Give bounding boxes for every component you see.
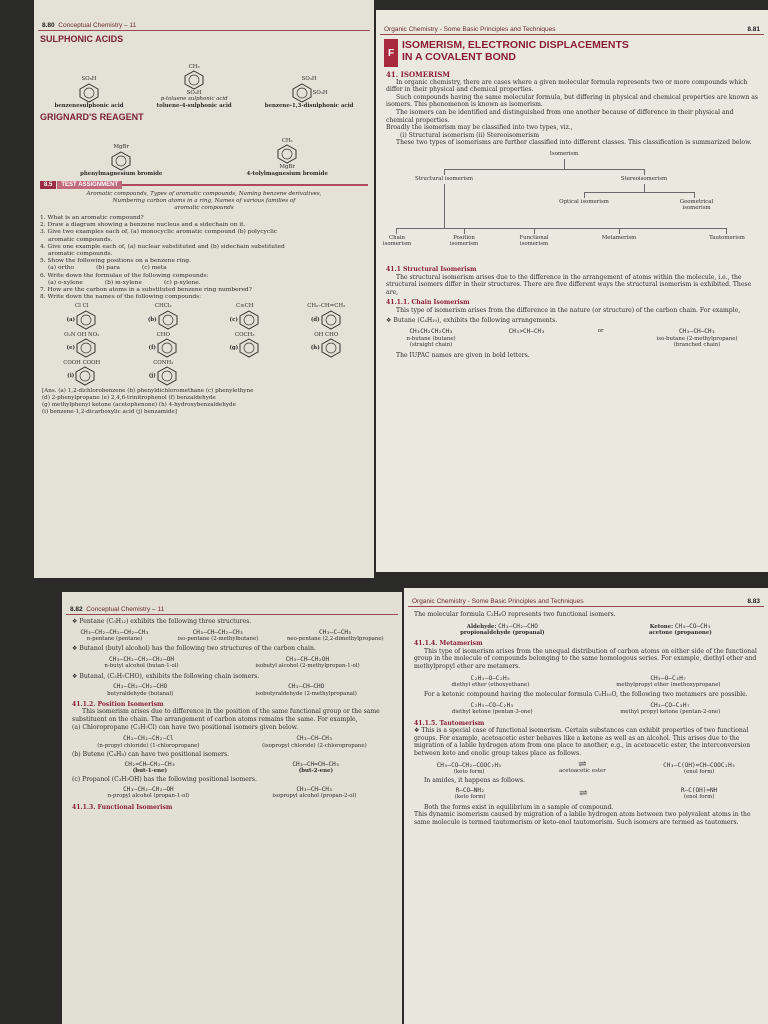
- benzene-ring-icon: [157, 310, 179, 330]
- molecule-benzenesulphonic-acid: SO₃H benzenesulphonic acid: [54, 76, 124, 109]
- benzene-ring-icon: [320, 338, 342, 358]
- propanol-line: (c) Propanol (C₃H₇OH) has the following positional isomers.: [72, 776, 257, 784]
- benzene-ring-icon: [276, 144, 298, 164]
- molecule-benzene-disulphonic-acid: SO₃H SO₃H benzene-1,3-disulphonic acid: [264, 76, 354, 109]
- butene-line: (b) Butene (C₄H₈) can have two positional isomers.: [72, 750, 230, 758]
- ether-metamers: C₂H₅–O–C₂H₅ diethyl ether (ethoxyethane) CH₃–O–C₃H₇ methylpropyl ether (methoxypropane): [451, 674, 721, 689]
- benzene-ring-icon: [156, 366, 178, 386]
- paragraph: Both the forms exist in equilibrium in a sample of compound.: [424, 803, 614, 811]
- running-head: Organic Chemistry - Some Basic Principles and Techniques: [384, 26, 556, 33]
- section-letter: F: [384, 39, 398, 67]
- pentane-isomers: CH₃–CH₂–CH₂–CH₂–CH₃ n-pentane (pentane) CH₃–CH–CH₂–CH₃ iso-pentane (2-methylbutane) CH₃–C–CH₃ neo-pentane (2,2-dimethylpropane): [80, 628, 384, 642]
- page-8-81: [376, 10, 768, 572]
- functional-isomers: Aldehyde: CH₃–CH₂–CHO propionaldehyde (propanal) Ketone: CH₃–CO–CH₃ acetone (propanone): [460, 622, 712, 636]
- structure-b: CHCl₂ (b): [124, 303, 204, 329]
- butanol-isomers: CH₃–CH₂–CH₂–CH₂–OH n-butyl alcohol (butan-1-ol) CH₃–CH–CH₂OH isobutyl alcohol (2-methylpropan-1-ol): [104, 655, 360, 670]
- running-head: Conceptual Chemistry – 11: [86, 606, 165, 613]
- paragraph: These two types of isomerisms are further classified into different classes. This classification is summarized below.: [396, 139, 752, 147]
- tree-node-chain: Chain isomerism: [382, 234, 412, 248]
- structure-d: CH₂–CH=CH₂ (d): [287, 303, 367, 329]
- benzene-ring-icon: [183, 70, 205, 90]
- tree-node-geometrical: Geometrical isomerism: [679, 198, 714, 212]
- heading-isomerism: 41. ISOMERISM: [386, 70, 451, 79]
- tree-node-structural: Structural isomerism: [414, 175, 473, 182]
- heading-structural-isomerism: 41.1 Structural Isomerism: [386, 265, 477, 273]
- butane-line: ❖ Butane (C₄H₁₀), exhibits the following arrangements.: [386, 316, 558, 324]
- heading-grignards-reagent: GRIGNARD'S REAGENT: [40, 112, 144, 122]
- structure-i: COOH COOH (i): [42, 360, 122, 386]
- molecular-formula-line: The molecular formula C₃H₆O represents two functional isomers.: [414, 611, 616, 618]
- test-assignment-banner: [40, 181, 368, 189]
- structure-j: CONH₂ (j): [124, 360, 204, 386]
- equilibrium-arrow-icon: ⇌: [579, 787, 588, 799]
- structure-a: Cl Cl (a): [42, 303, 122, 329]
- benzene-ring-icon: [238, 310, 260, 330]
- structure-g: COCH₃ (g): [205, 332, 285, 358]
- butane-isomers: CH₃CH₂CH₂CH₃ n-butane (butane) (straight chain) CH₃>CH–CH₃ or CH₃–CH–CH₃ iso-butane (2-methylpropane) (branched chain): [406, 328, 738, 348]
- paragraph: Such compounds having the same molecular formula, but differing in physical and chemical properties are known as isomers. This phenomenon is known as isomerism.: [386, 93, 758, 109]
- paragraph: This dynamic isomerism caused by migration of a labile hydrogen atom between two polyvalent atoms in the same molecule is termed tautomerism or keto-enol tautomerism. Such isomers are termed as tautomers.: [414, 811, 751, 826]
- ketone-metamers: C₂H₅–CO–C₂H₅ diethyl ketone (pentan-3-one) CH₃–CO–C₃H₇ methyl propyl ketone (pentan-2-one): [451, 701, 721, 716]
- page-8-83: [404, 588, 768, 1024]
- heading-tautomerism: 41.1.5. Tautomerism: [414, 719, 485, 727]
- butanal-intro: ❖ Butanal, (C₃H₇CHO), exhibits the following chain isomers.: [72, 672, 260, 680]
- heading-position-isomerism: 41.1.2. Position Isomerism: [72, 700, 164, 708]
- benzene-ring-icon: [320, 310, 342, 330]
- topics-line: Aromatic compounds, Types of aromatic compounds, Naming benzene derivatives,: [86, 191, 322, 197]
- tree-node-metamerism: Metamerism: [601, 234, 637, 241]
- butene-isomers: CH₂=CH–CH₂–CH₃ (but-1-ene) CH₃–CH=CH–CH₃ (but-2-ene): [124, 760, 340, 774]
- page-number: 8.80: [42, 22, 55, 29]
- paragraph: The structural isomerism arises due to the difference in the arrangement of atoms within the molecule, i.e., the structural isomers differ in their structures. There are five different ways the structural isomerism is exhibited. These are,: [386, 273, 752, 296]
- paragraph: ❖ This is a special case of functional isomerism. Certain substances can exhibit properties of two functional groups. For example, acetoacetic ester behaves like a ketone as well as an alcohol. This arises due to the migration of a labile hydrogen atom from one place to another, e.g., in acetoacetic ester, the interconversion between keto and enolic group takes place as follows.: [414, 727, 751, 758]
- propanol-isomers: CH₃–CH₂–CH₂–OH n-propyl alcohol (propan-1-ol) CH₃–CH–CH₃ isopropyl alcohol (propan-2-ol): [107, 785, 357, 800]
- test-title: TEST ASSIGNMENT: [57, 181, 122, 189]
- chloropropane-isomers: CH₂–CH₂–CH₂–Cl (n-propyl chloride) (1-chloropropane) CH₃–CH–CH₃ (isopropyl chloride) (2-chloropropane): [97, 735, 367, 749]
- question: aromatic compounds.: [48, 236, 113, 243]
- chapter-section-title: F ISOMERISM, ELECTRONIC DISPLACEMENTS IN A COVALENT BOND: [384, 39, 760, 67]
- amides-line: In amides, it happens as follows.: [424, 777, 525, 785]
- paragraph: In organic chemistry, there are cases where a given molecular formula represents two or more compounds which differ in their physical and chemical properties.: [386, 78, 748, 94]
- paragraph: The isomers can be identified and distinguished from one another because of difference in their physical and chemical properties.: [386, 108, 734, 124]
- structure-f: CHO (f): [124, 332, 204, 358]
- tree-node-optical: Optical isomerism: [559, 198, 609, 205]
- test-number: 8.5: [40, 181, 56, 189]
- paragraph: This type of isomerism arises from the difference in the nature (or structure) of the carbon chain. For example,: [396, 306, 741, 314]
- tree-node-root: Isomerism: [549, 150, 579, 157]
- benzene-ring-icon: [75, 338, 97, 358]
- structures-grid: [42, 303, 366, 386]
- question: 3. Give two examples each of, (a) monocyclic aromatic compound (b) polycyclic: [40, 229, 278, 236]
- page-number: 8.81: [747, 26, 760, 33]
- page-number: 8.83: [747, 598, 760, 605]
- question: 8. Write down the names of the following compounds:: [40, 294, 202, 301]
- molecule-phenylmagnesium-bromide: MgBr phenylmagnesium bromide: [80, 144, 163, 177]
- chloropropane-line: (a) Chloropropane (C₃H₇Cl) can have two positional isomers given below.: [72, 723, 299, 731]
- isomerism-types: (i) Structural isomerism (ii) Stereoisomerism: [400, 131, 540, 139]
- question: 4. Give one example each of, (a) nuclear substituted and (b) sidechain substituted: [40, 243, 285, 250]
- question: 6. Write down the formulae of the following compounds:: [40, 272, 209, 279]
- tree-node-tautomerism: Tautomerism: [709, 234, 745, 241]
- pentane-intro: ❖ Pentane (C₅H₁₂) exhibits the following three structures.: [72, 618, 252, 625]
- structure-e: O₂N OH NO₂ (e): [42, 332, 122, 358]
- keto-enol-equation: CH₃–CO–CH₂–COOC₂H₅ (keto form) ⇌ acetoacetic ester CH₃–C(OH)=CH–COOC₂H₅ (enol form): [436, 759, 736, 776]
- tree-node-position: Position isomerism: [449, 234, 479, 248]
- structure-c: C≡CH (c): [205, 303, 285, 329]
- question: 5. Show the following positions on a benzene ring.: [40, 258, 191, 265]
- benzene-ring-icon: [110, 151, 132, 171]
- benzene-ring-icon: [78, 83, 100, 103]
- question: 7. How are the carbon atoms in a substituted benzene ring numbered?: [40, 287, 252, 294]
- page-8-82: [62, 592, 402, 1024]
- heading-sulphonic-acids: SULPHONIC ACIDS: [40, 34, 124, 44]
- topics-line: aromatic compounds: [174, 205, 234, 211]
- paragraph: This isomerism arises due to difference in the position of the same functional group or the same substituent on the chain. The arrangement of carbon atoms remains the same. For example,: [72, 708, 380, 724]
- iupac-note: The IUPAC names are given in bold letters.: [396, 352, 530, 360]
- molecule-toluene-sulphonic-acid: CH₃ SO₃H p-toluene sulphonic acid toluene-4-sulphonic acid: [156, 63, 232, 109]
- question-list: 1. What is an aromatic compound? 2. Draw a diagram showing a benzene nucleus and a sidechain on it. 3. Give two examples each of, (a) monocyclic aromatic compound (b) polycyclic aromatic compounds. 4. Give one example each of, (a) nuclear substituted and (b) sidechain substituted aromatic compounds. 5. Show the following positions on a benzene ring. (a) ortho (b) para (c) meta 6. Write down the formulae of the following compounds: (a) o-xylene (b) m-xylene (c) p-xylene. 7. How are the carbon atoms in a substituted benzene ring numbered? 8. Write down the names of the following compounds:: [34, 215, 374, 301]
- heading-chain-isomerism: 41.1.1. Chain Isomerism: [386, 299, 470, 307]
- isomerism-classification-tree: [384, 149, 760, 264]
- heading-metamerism: 41.1.4. Metamerism: [414, 640, 483, 648]
- running-head: Organic Chemistry - Some Basic Principles and Techniques: [412, 598, 584, 605]
- answers: [Ans. (a) 1,2-dichlorobenzene (b) phenyldichloromethane (c) phenylethyne (d) 2-phenylpropane (e) 2,4,6-trinitrophenol (f) benzaldehyde (g) methylphenyl ketone (acetophenone) (h) 4-hydroxybenzaldehyde (i) benzene-1,2-dicarboxylic acid (j) benzamide]: [42, 388, 254, 416]
- heading-functional-isomerism: 41.1.3. Functional Isomerism: [72, 803, 173, 811]
- amide-equation: R–CO–NH₂ (keto form) ⇌ R–C(OH)=NH (enol form): [454, 786, 718, 801]
- benzene-ring-icon: [75, 310, 97, 330]
- topics-line: Numbering carbon atoms in a ring, Names of various families of: [112, 198, 296, 204]
- paragraph: Broadly the isomerism may be classified into two types, viz.,: [386, 124, 573, 132]
- running-head: Conceptual Chemistry – 11: [58, 22, 137, 29]
- paragraph: For a ketonic compound having the molecular formula C₅H₁₀O, the following two metamers are possible.: [424, 691, 748, 699]
- tree-node-functional: Functional isomerism: [519, 234, 549, 248]
- page-number: 8.82: [70, 606, 83, 613]
- benzene-ring-icon: [238, 338, 260, 358]
- question: aromatic compounds.: [48, 251, 113, 258]
- page-8-80: [34, 0, 374, 578]
- molecule-tolylmagnesium-bromide: CH₃ MgBr 4-tolylmagnesium bromide: [246, 138, 328, 177]
- paragraph: This type of isomerism arises from the unequal distribution of carbon atoms on either side of the functional group in the molecule of compounds belonging to the same homologous series. For example, diethyl ether and methylpropyl ether are metamers.: [414, 647, 757, 671]
- equilibrium-arrow-icon: ⇌: [578, 759, 587, 771]
- question: 1. What is an aromatic compound?: [40, 215, 144, 221]
- benzene-ring-icon: [156, 338, 178, 358]
- butanol-intro: ❖ Butanol (butyl alcohol) has the following two structures of the carbon chain.: [72, 645, 316, 653]
- structure-h: OH CHO (h): [287, 332, 367, 358]
- benzene-ring-icon: [74, 366, 96, 386]
- tree-node-stereo: Stereoisomerism: [620, 175, 668, 182]
- question: 2. Draw a diagram showing a benzene nucleus and a sidechain on it.: [40, 222, 246, 229]
- butanal-isomers: CH₃–CH₂–CH₂–CHO butyraldehyde (butanal) CH₃–CH–CHO isobutyraldehyde (2-methylpropanal): [107, 683, 357, 697]
- benzene-ring-icon: [291, 83, 313, 103]
